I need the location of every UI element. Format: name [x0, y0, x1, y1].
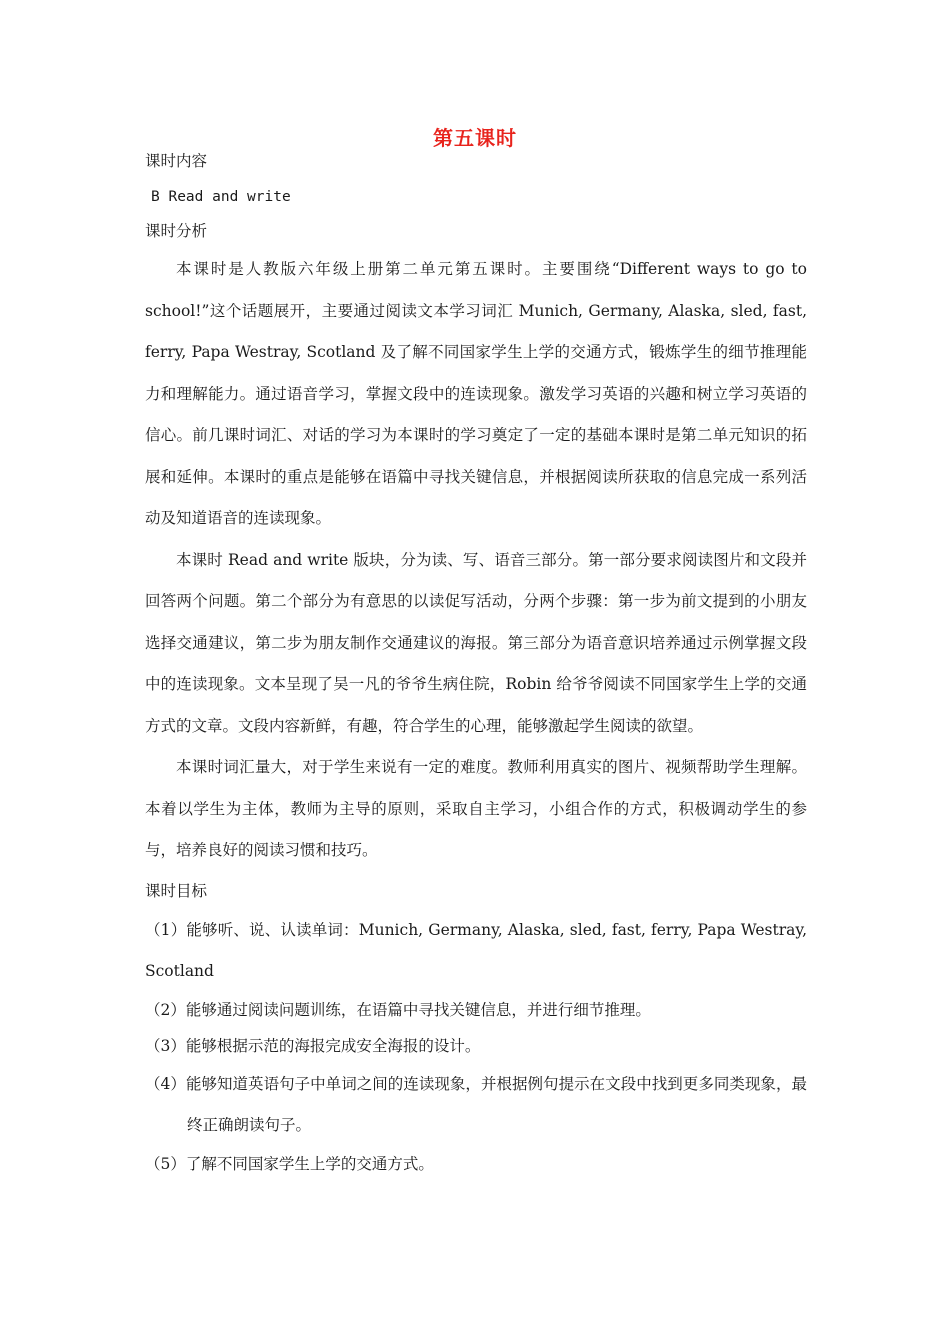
analysis-paragraph: 本课时是人教版六年级上册第二单元第五课时。主要围绕“Different ways to go to school!”这个话题展开，主要通过阅读文本学习词汇 Munich, Germany, Alaska, sled, fast, ferry, Papa Westray, Scotland 及了解不同国家学生上学的交通方式，锻炼学生的细节推理能力和理解能力。通过语音学习，掌握文段中的连读现象。激发学习英语的兴趣和树立学习英语的信心。前几课时词汇、对话的学习为本课时的学习奠定了一定的基础本课时是第二单元知识的拓展和延伸。本课时的重点是能够在语篇中寻找关键信息，并根据阅读所获取的信息完成一系列活动及知道语音的连读现象。 [145, 260, 807, 527]
goal-item: （4）能够知道英语句子中单词之间的连读现象，并根据例句提示在文段中找到更多同类现象，最终正确朗读句子。 [145, 1074, 807, 1134]
goal-item: （1）能够听、说、认读单词：Munich, Germany, Alaska, sled, fast, ferry, Papa Westray, Scotland [145, 920, 807, 980]
goal-item: （2）能够通过阅读问题训练，在语篇中寻找关键信息，并进行细节推理。 [145, 1000, 651, 1019]
section-heading-content: 课时内容 [145, 152, 208, 170]
analysis-paragraph: 本课时词汇量大，对于学生来说有一定的难度。教师利用真实的图片、视频帮助学生理解。本着以学生为主体，教师为主导的原则，采取自主学习，小组合作的方式，积极调动学生的参与，培养良好的阅读习惯和技巧。 [145, 758, 807, 859]
section-heading-analysis: 课时分析 [145, 222, 208, 240]
goals-list [145, 910, 807, 1182]
section-heading-goals: 课时目标 [145, 881, 208, 900]
analysis-paragraph: 本课时 Read and write 版块，分为读、写、语音三部分。第一部分要求阅读图片和文段并回答两个问题。第二个部分为有意思的以读促写活动，分两个步骤：第一步为前文提到的小朋友选择交通建议，第二步为朋友制作交通建议的海报。第三部分为语音意识培养通过示例掌握文段中的连读现象。文本呈现了吴一凡的爷爷生病住院，Robin 给爷爷阅读不同国家学生上学的交通方式的文章。文段内容新鲜，有趣，符合学生的心理，能够激起学生阅读的欲望。 [145, 550, 807, 735]
goal-item: （5）了解不同国家学生上学的交通方式。 [145, 1154, 434, 1173]
goal-item: （3）能够根据示范的海报完成安全海报的设计。 [145, 1036, 481, 1055]
content-item: B Read and write [151, 189, 291, 205]
page-title: 第五课时 [433, 126, 517, 150]
document-body [145, 150, 807, 1182]
